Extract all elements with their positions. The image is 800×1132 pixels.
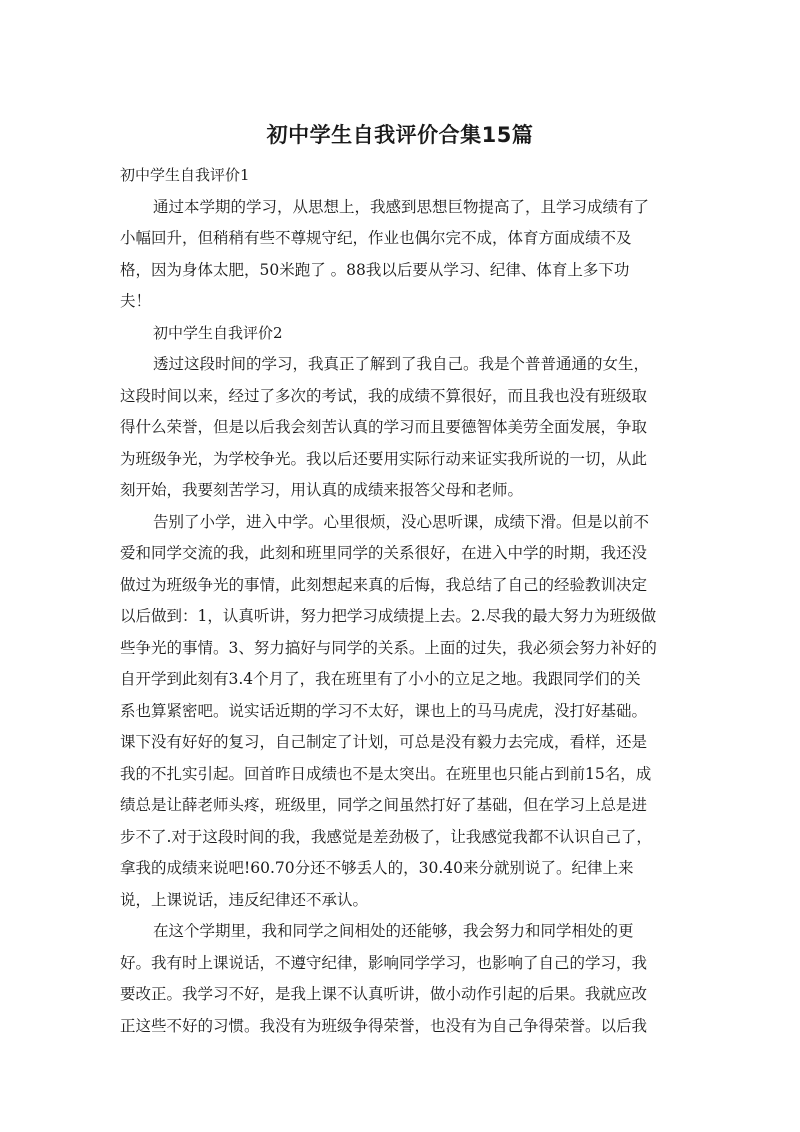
paragraph-line: 得什么荣誉，但是以后我会刻苦认真的学习而且要德智体美劳全面发展，争取 [120,418,648,436]
paragraph-line: 课下没有好好的复习，自己制定了计划，可总是没有毅力去完成，看样，还是 [120,733,648,751]
paragraph-line: 透过这段时间的学习，我真正了解到了我自己。我是个普普通通的女生， [153,355,650,373]
paragraph-line: 以后做到：1，认真听讲，努力把学习成绩提上去。2.尽我的最大努力为班级做 [120,607,657,625]
paragraph-line: 这段时间以来，经过了多次的考试，我的成绩不算很好，而且我也没有班级取 [120,386,648,405]
paragraph-line: 拿我的成绩来说吧!60.70分还不够丢人的，30.40来分就别说了。纪律上来 [120,859,634,877]
paragraph-line: 说，上课说话，违反纪律还不承认。 [120,890,369,909]
paragraph-line: 爱和同学交流的我，此刻和班里同学的关系很好，在进入中学的时期，我还没 [120,544,648,562]
section-heading-1: 初中学生自我评价1 [120,166,250,184]
paragraph-line: 夫！ [120,292,152,310]
paragraph-line: 格，因为身体太肥，50米跑了 。88我以后要从学习、纪律、体育上多下功 [120,260,630,279]
paragraph-line: 好。我有时上课说话，不遵守纪律，影响同学学习，也影响了自己的学习，我 [120,953,648,972]
paragraph-line: 通过本学期的学习，从思想上，我感到思想巨物提高了，且学习成绩有了 [153,197,650,216]
paragraph-line: 为班级争光，为学校争光。我以后还要用实际行动来证实我所说的一切，从此 [120,449,648,468]
paragraph-line: 正这些不好的习惯。我没有为班级争得荣誉，也没有为自己争得荣誉。以后我 [120,1016,648,1035]
paragraph-line: 要改正。我学习不好，是我上课不认真听讲，做小动作引起的后果。我就应改 [120,985,648,1003]
document-title: 初中学生自我评价合集15篇 [266,123,534,147]
paragraph-line: 刻开始，我要刻苦学习，用认真的成绩来报答父母和老师。 [120,481,524,499]
paragraph-line: 我的不扎实引起。回首昨日成绩也不是太突出。在班里也只能占到前15名，成 [120,764,652,783]
paragraph-line: 些争光的事情。3、努力搞好与同学的关系。上面的过失，我必须会努力补好的 [120,638,657,657]
paragraph-line: 做过为班级争光的事情，此刻想起来真的后悔，我总结了自己的经验教训决定 [120,575,648,594]
paragraph-line: 自开学到此刻有3.4个月了，我在班里有了小小的立足之地。我跟同学们的关 [120,670,641,688]
document-body [120,160,685,1042]
paragraph-line: 步不了.对于这段时间的我，我感觉是差劲极了，让我感觉我都不认识自己了， [120,827,652,846]
paragraph-line: 系也算紧密吧。说实话近期的学习不太好，课也上的马马虎虎，没打好基础。 [120,701,648,720]
paragraph-line: 小幅回升，但稍稍有些不尊规守纪，作业也偶尔完不成，体育方面成绩不及 [120,229,632,247]
paragraph-line: 在这个学期里，我和同学之间相处的还能够，我会努力和同学相处的更 [153,922,634,940]
paragraph-line: 告别了小学，进入中学。心里很烦，没心思听课，成绩下滑。但是以前不 [153,512,650,531]
section-heading-2: 初中学生自我评价2 [153,323,283,342]
paragraph-line: 绩总是让薛老师头疼，班级里，同学之间虽然打好了基础，但在学习上总是进 [120,796,648,814]
